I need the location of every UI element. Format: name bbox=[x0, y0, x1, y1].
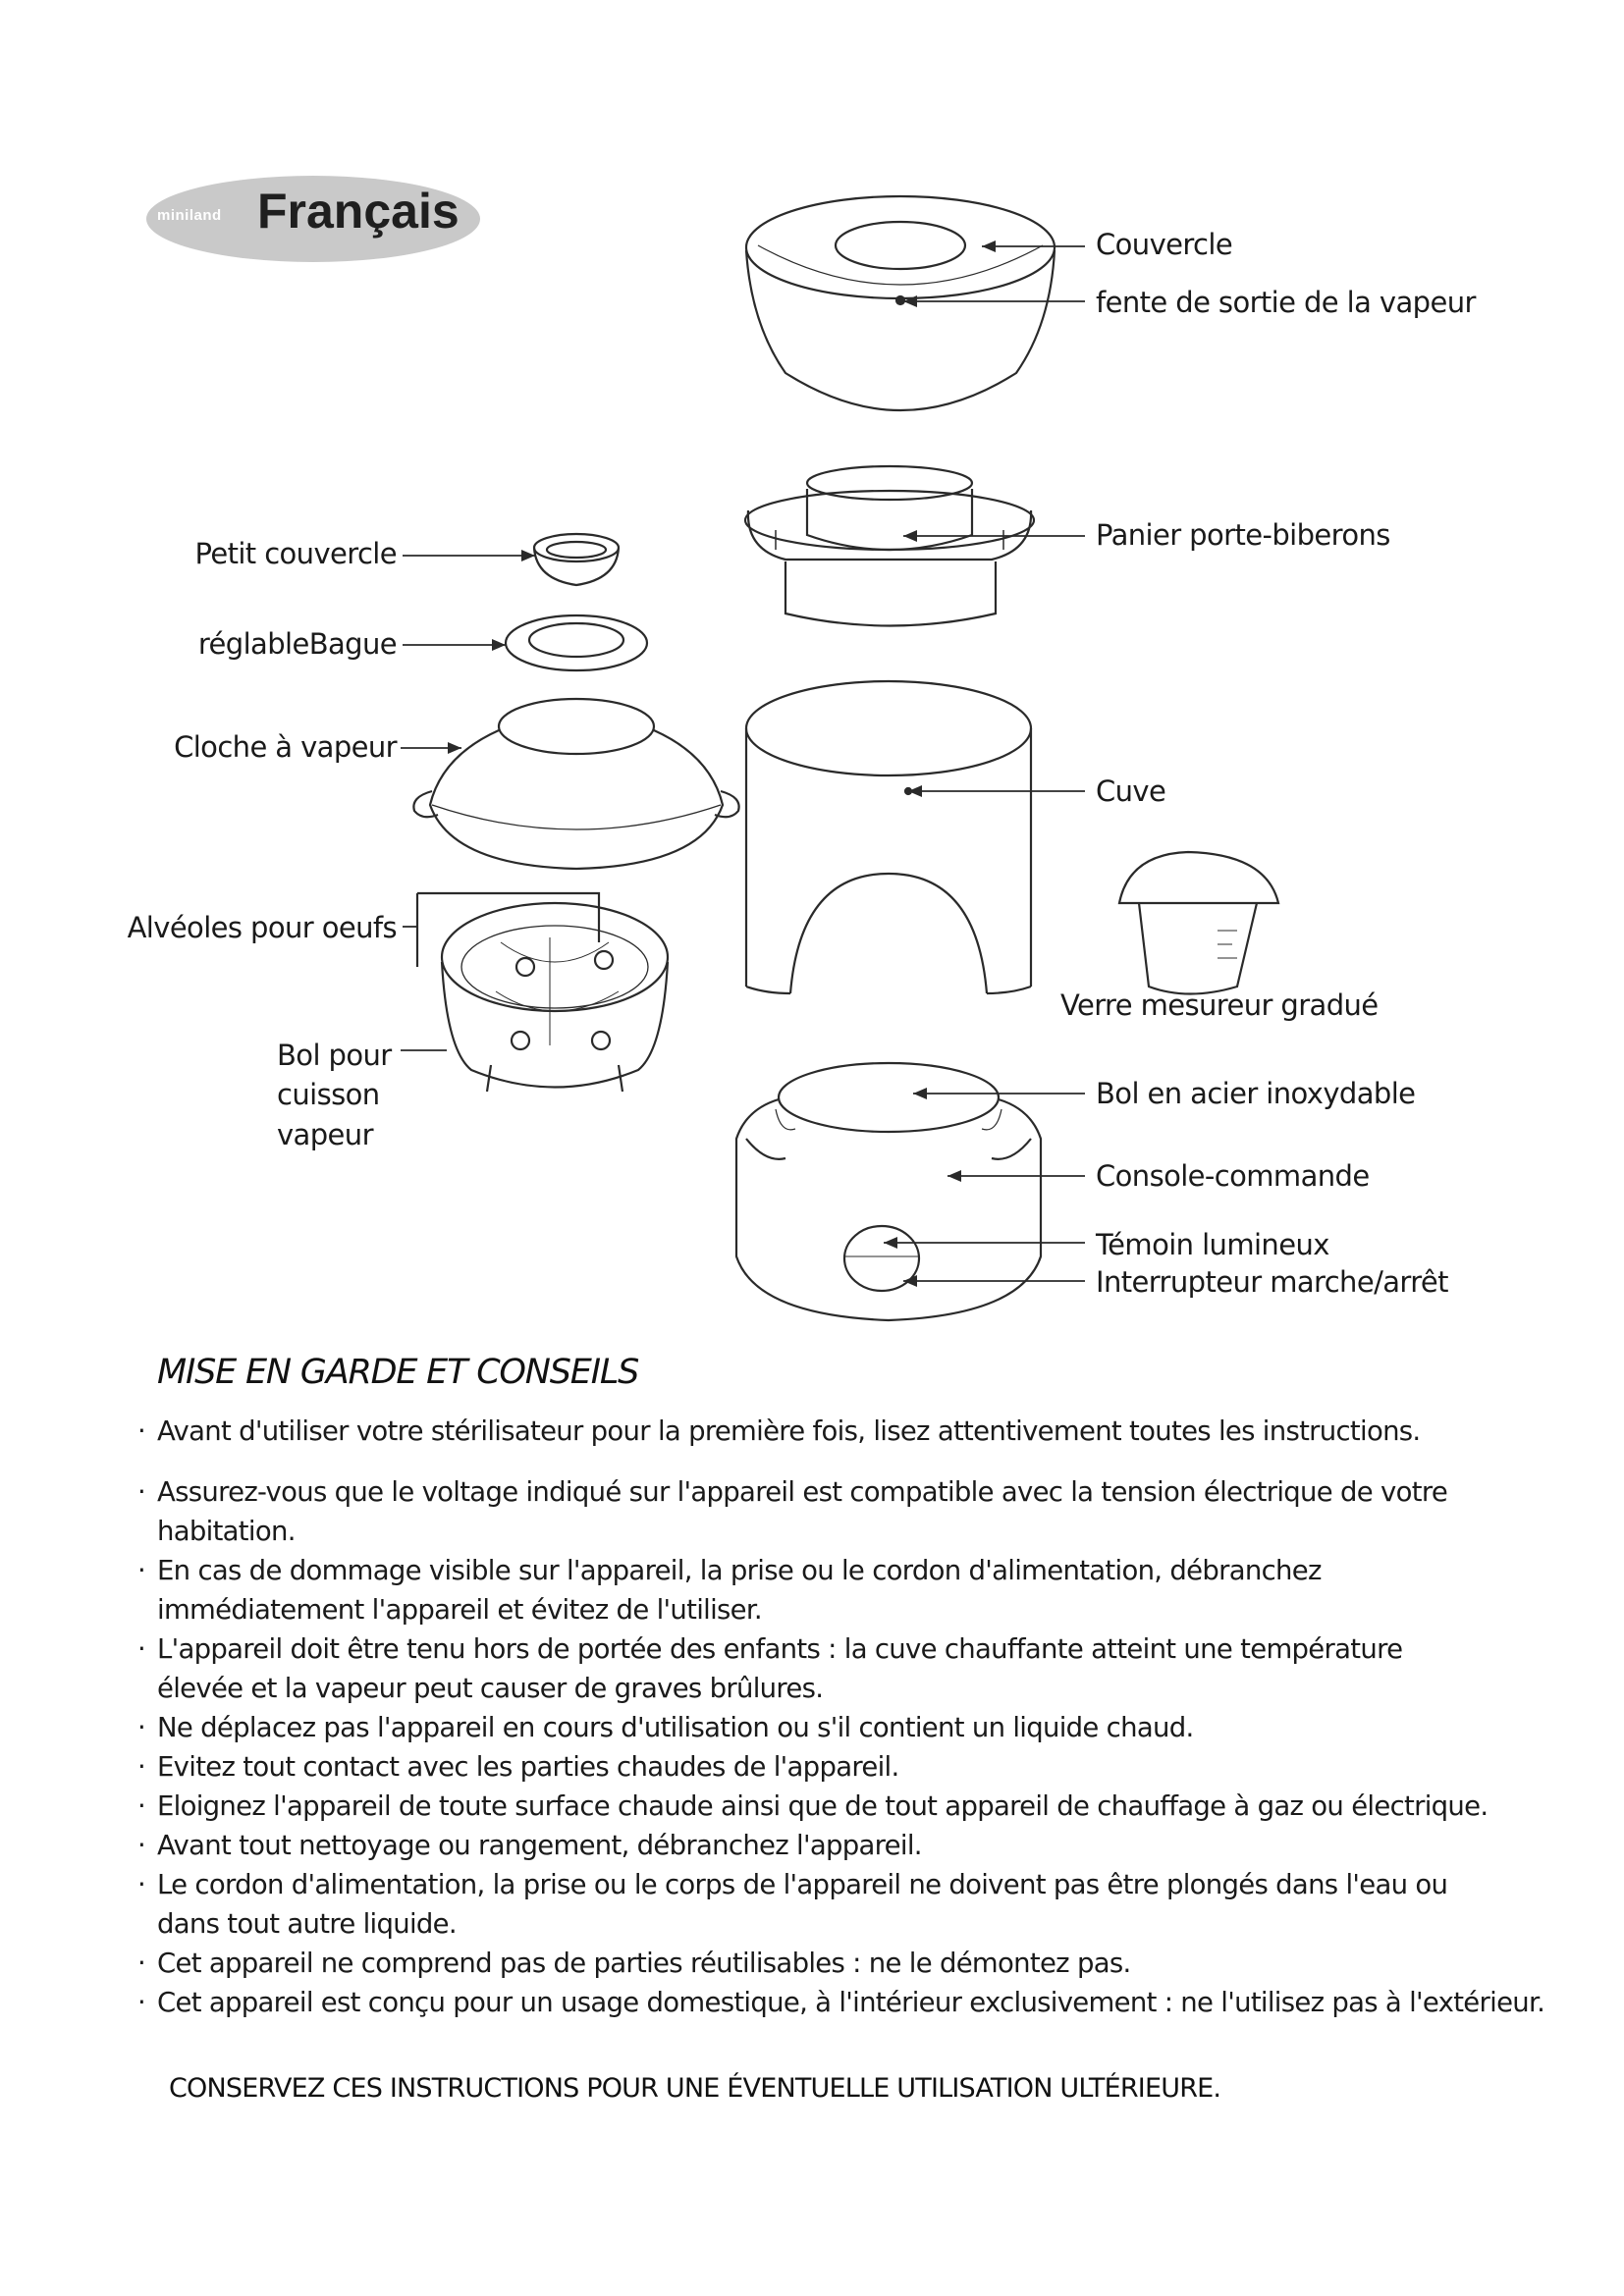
warning-item: · En cas de dommage visible sur l'appareil, la prise ou le cordon d'alimentation, débranchez immédiatement l'appareil et évitez de l'utiliser. bbox=[137, 1551, 1443, 1629]
label-steam-bowl-3: vapeur bbox=[277, 1118, 373, 1151]
label-steam-bowl-2: cuisson bbox=[277, 1078, 380, 1111]
steam-bowl-drawing bbox=[417, 893, 668, 1092]
label-steam-vent: fente de sortie de la vapeur bbox=[1096, 286, 1476, 319]
warning-item: · Eloignez l'appareil de toute surface chaude ainsi que de tout appareil de chauffage à gaz ou électrique. bbox=[137, 1787, 1571, 1826]
label-ring: réglableBague bbox=[197, 627, 397, 661]
label-control-console: Console-commande bbox=[1096, 1159, 1370, 1193]
basket-drawing bbox=[745, 466, 1034, 626]
warnings-heading: MISE EN GARDE ET CONSEILS bbox=[157, 1353, 639, 1392]
miniland-logo: miniland bbox=[157, 207, 222, 224]
warning-item: · Le cordon d'alimentation, la prise ou le corps de l'appareil ne doivent pas être plongés dans l'eau ou dans tout autre liquide. bbox=[137, 1865, 1483, 1944]
language-title: Français bbox=[257, 184, 460, 239]
warning-item: · Cet appareil est conçu pour un usage domestique, à l'intérieur exclusivement : ne l'utilisez pas à l'extérieur. bbox=[137, 1983, 1571, 2022]
steam-dome-drawing bbox=[413, 699, 738, 869]
warning-item: · Avant tout nettoyage ou rangement, débranchez l'appareil. bbox=[137, 1826, 1571, 1865]
label-indicator-light: Témoin lumineux bbox=[1096, 1228, 1329, 1261]
label-measuring-cup: Verre mesureur gradué bbox=[1060, 988, 1379, 1022]
tank-drawing bbox=[746, 681, 1031, 993]
label-steel-bowl: Bol en acier inoxydable bbox=[1096, 1077, 1416, 1110]
label-lid: Couvercle bbox=[1096, 228, 1233, 261]
warning-item: · Cet appareil ne comprend pas de parties réutilisables : ne le démontez pas. bbox=[137, 1944, 1571, 1983]
warning-item: · Ne déplacez pas l'appareil en cours d'utilisation ou s'il contient un liquide chaud. bbox=[137, 1708, 1571, 1747]
measuring-cup-drawing bbox=[1119, 852, 1278, 994]
warning-item: · Evitez tout contact avec les parties chaudes de l'appareil. bbox=[137, 1747, 1571, 1787]
warning-item: · Assurez-vous que le voltage indiqué sur l'appareil est compatible avec la tension électrique de votre habitation. bbox=[137, 1472, 1473, 1551]
ring-drawing bbox=[506, 615, 647, 670]
warning-item: · Avant d'utiliser votre stérilisateur pour la première fois, lisez attentivement toutes les instructions. bbox=[137, 1412, 1571, 1451]
label-bottle-basket: Panier porte-biberons bbox=[1096, 518, 1390, 552]
lid-drawing bbox=[746, 196, 1055, 410]
label-steam-dome: Cloche à vapeur bbox=[174, 730, 397, 764]
label-power-switch: Interrupteur marche/arrêt bbox=[1096, 1265, 1448, 1299]
warning-item: · L'appareil doit être tenu hors de portée des enfants : la cuve chauffante atteint une température élevée et la vapeur peut causer de graves brûlures. bbox=[137, 1629, 1483, 1708]
warnings-list bbox=[137, 1412, 1571, 2022]
small-lid-drawing bbox=[534, 534, 619, 585]
label-small-lid: Petit couvercle bbox=[194, 537, 397, 570]
label-egg-holder: Alvéoles pour oeufs bbox=[127, 911, 397, 944]
label-tank: Cuve bbox=[1096, 774, 1166, 808]
label-steam-bowl-1: Bol pour bbox=[277, 1039, 392, 1072]
keep-instructions-note: CONSERVEZ CES INSTRUCTIONS POUR UNE ÉVENTUELLE UTILISATION ULTÉRIEURE. bbox=[169, 2073, 1221, 2104]
